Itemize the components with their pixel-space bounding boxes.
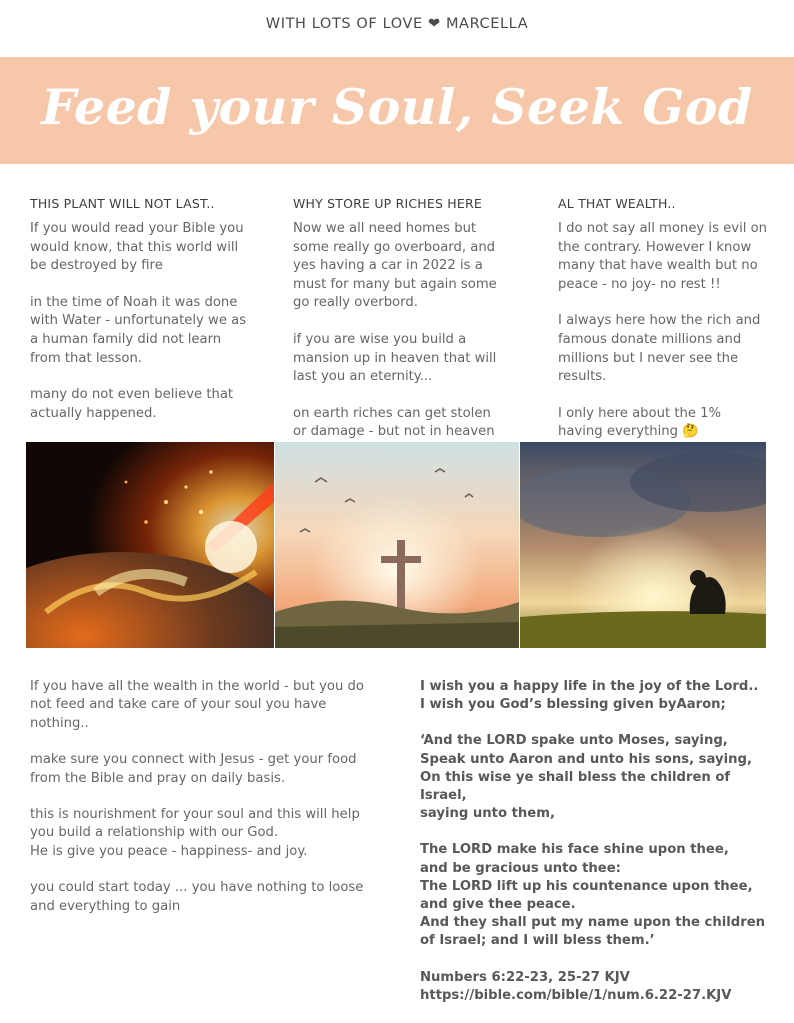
text-line: of Israel; and I will bless them.’ — [420, 933, 655, 949]
text-line: The LORD make his face shine upon thee, — [420, 842, 729, 858]
text-line: ‘And the LORD spake unto Moses, saying, — [420, 733, 728, 749]
text-line: Speak unto Aaron and unto his sons, saying, — [420, 751, 752, 767]
text-line: and be gracious unto thee: — [420, 860, 621, 876]
scripture-reference — [420, 969, 770, 1005]
soul-text — [30, 678, 375, 934]
photo-strip — [26, 442, 766, 648]
column-heading: WHY STORE UP RICHES HERE — [293, 196, 482, 211]
paragraph: this is nourishment for your soul and this will help you build a relationship with our God. — [30, 807, 360, 841]
column-plant — [30, 196, 256, 464]
column-paragraph: many do not even believe that actually happened. — [30, 387, 234, 421]
column-paragraph: if you are wise you build a mansion up in heaven that will last you an eternity... — [293, 331, 497, 385]
text-line: and give thee peace. — [420, 897, 576, 913]
column-wealth — [558, 196, 768, 464]
blessing-verse — [420, 841, 770, 950]
text-line: saying unto them, — [420, 806, 555, 822]
column-paragraph: If you would read your Bible you would know, that this world will be destroyed by fire — [30, 221, 244, 274]
page-title: Feed your Soul, Seek God — [41, 78, 753, 136]
column-paragraph: in the time of Noah it was done with Water - unfortunately we as a human family did not learn from that lesson. — [30, 294, 247, 366]
column-paragraph: I always here how the rich and famous donate millions and millions but I never see the results. — [558, 313, 761, 385]
tagline: WITH LOTS OF LOVE ❤ MARCELLA — [265, 16, 529, 32]
paragraph: He is give you peace - happiness- and joy. — [30, 843, 308, 859]
column-paragraph: Now we all need homes but some really go overboard, and yes having a car in 2022 is a must for many but again some go really overbord. — [293, 221, 497, 311]
text-line: I wish you God’s blessing given byAaron; — [420, 697, 726, 713]
column-heading: THIS PLANT WILL NOT LAST.. — [30, 196, 215, 211]
paragraph: If you have all the wealth in the world - but you do not feed and take care of your soul you have nothing.. — [30, 679, 364, 731]
text-line: The LORD lift up his countenance upon thee, — [420, 878, 753, 894]
text-line: On this wise ye shall bless the children of Israel, — [420, 769, 731, 804]
quote-intro — [420, 732, 770, 823]
blessing-text — [420, 678, 770, 1023]
reference-link[interactable]: https://bible.com/bible/1/num.6.22-27.KJV — [420, 987, 732, 1003]
reference-text: Numbers 6:22-23, 25-27 KJV — [420, 969, 630, 985]
greeting — [420, 678, 770, 714]
text-line: And they shall put my name upon the children — [420, 915, 766, 931]
column-paragraph: on earth riches can get stolen or damage - but not in heaven — [293, 405, 495, 440]
column-riches — [293, 196, 505, 464]
earth-fire-image — [26, 442, 274, 648]
paragraph: you could start today ... you have nothing to loose and everything to gain — [30, 880, 364, 914]
cross-sunset-image — [275, 442, 519, 648]
paragraph: make sure you connect with Jesus - get your food from the Bible and pray on daily basis. — [30, 752, 357, 786]
column-paragraph: I only here about the 1% having everything 🤔 — [558, 405, 722, 440]
text-line: I wish you a happy life in the joy of the Lord.. — [420, 679, 759, 694]
column-paragraph: I do not say all money is evil on the contrary. However I know many that have wealth but no peace - no joy- no rest !! — [558, 221, 768, 292]
prayer-image — [520, 442, 766, 648]
column-heading: AL THAT WEALTH.. — [558, 196, 676, 211]
